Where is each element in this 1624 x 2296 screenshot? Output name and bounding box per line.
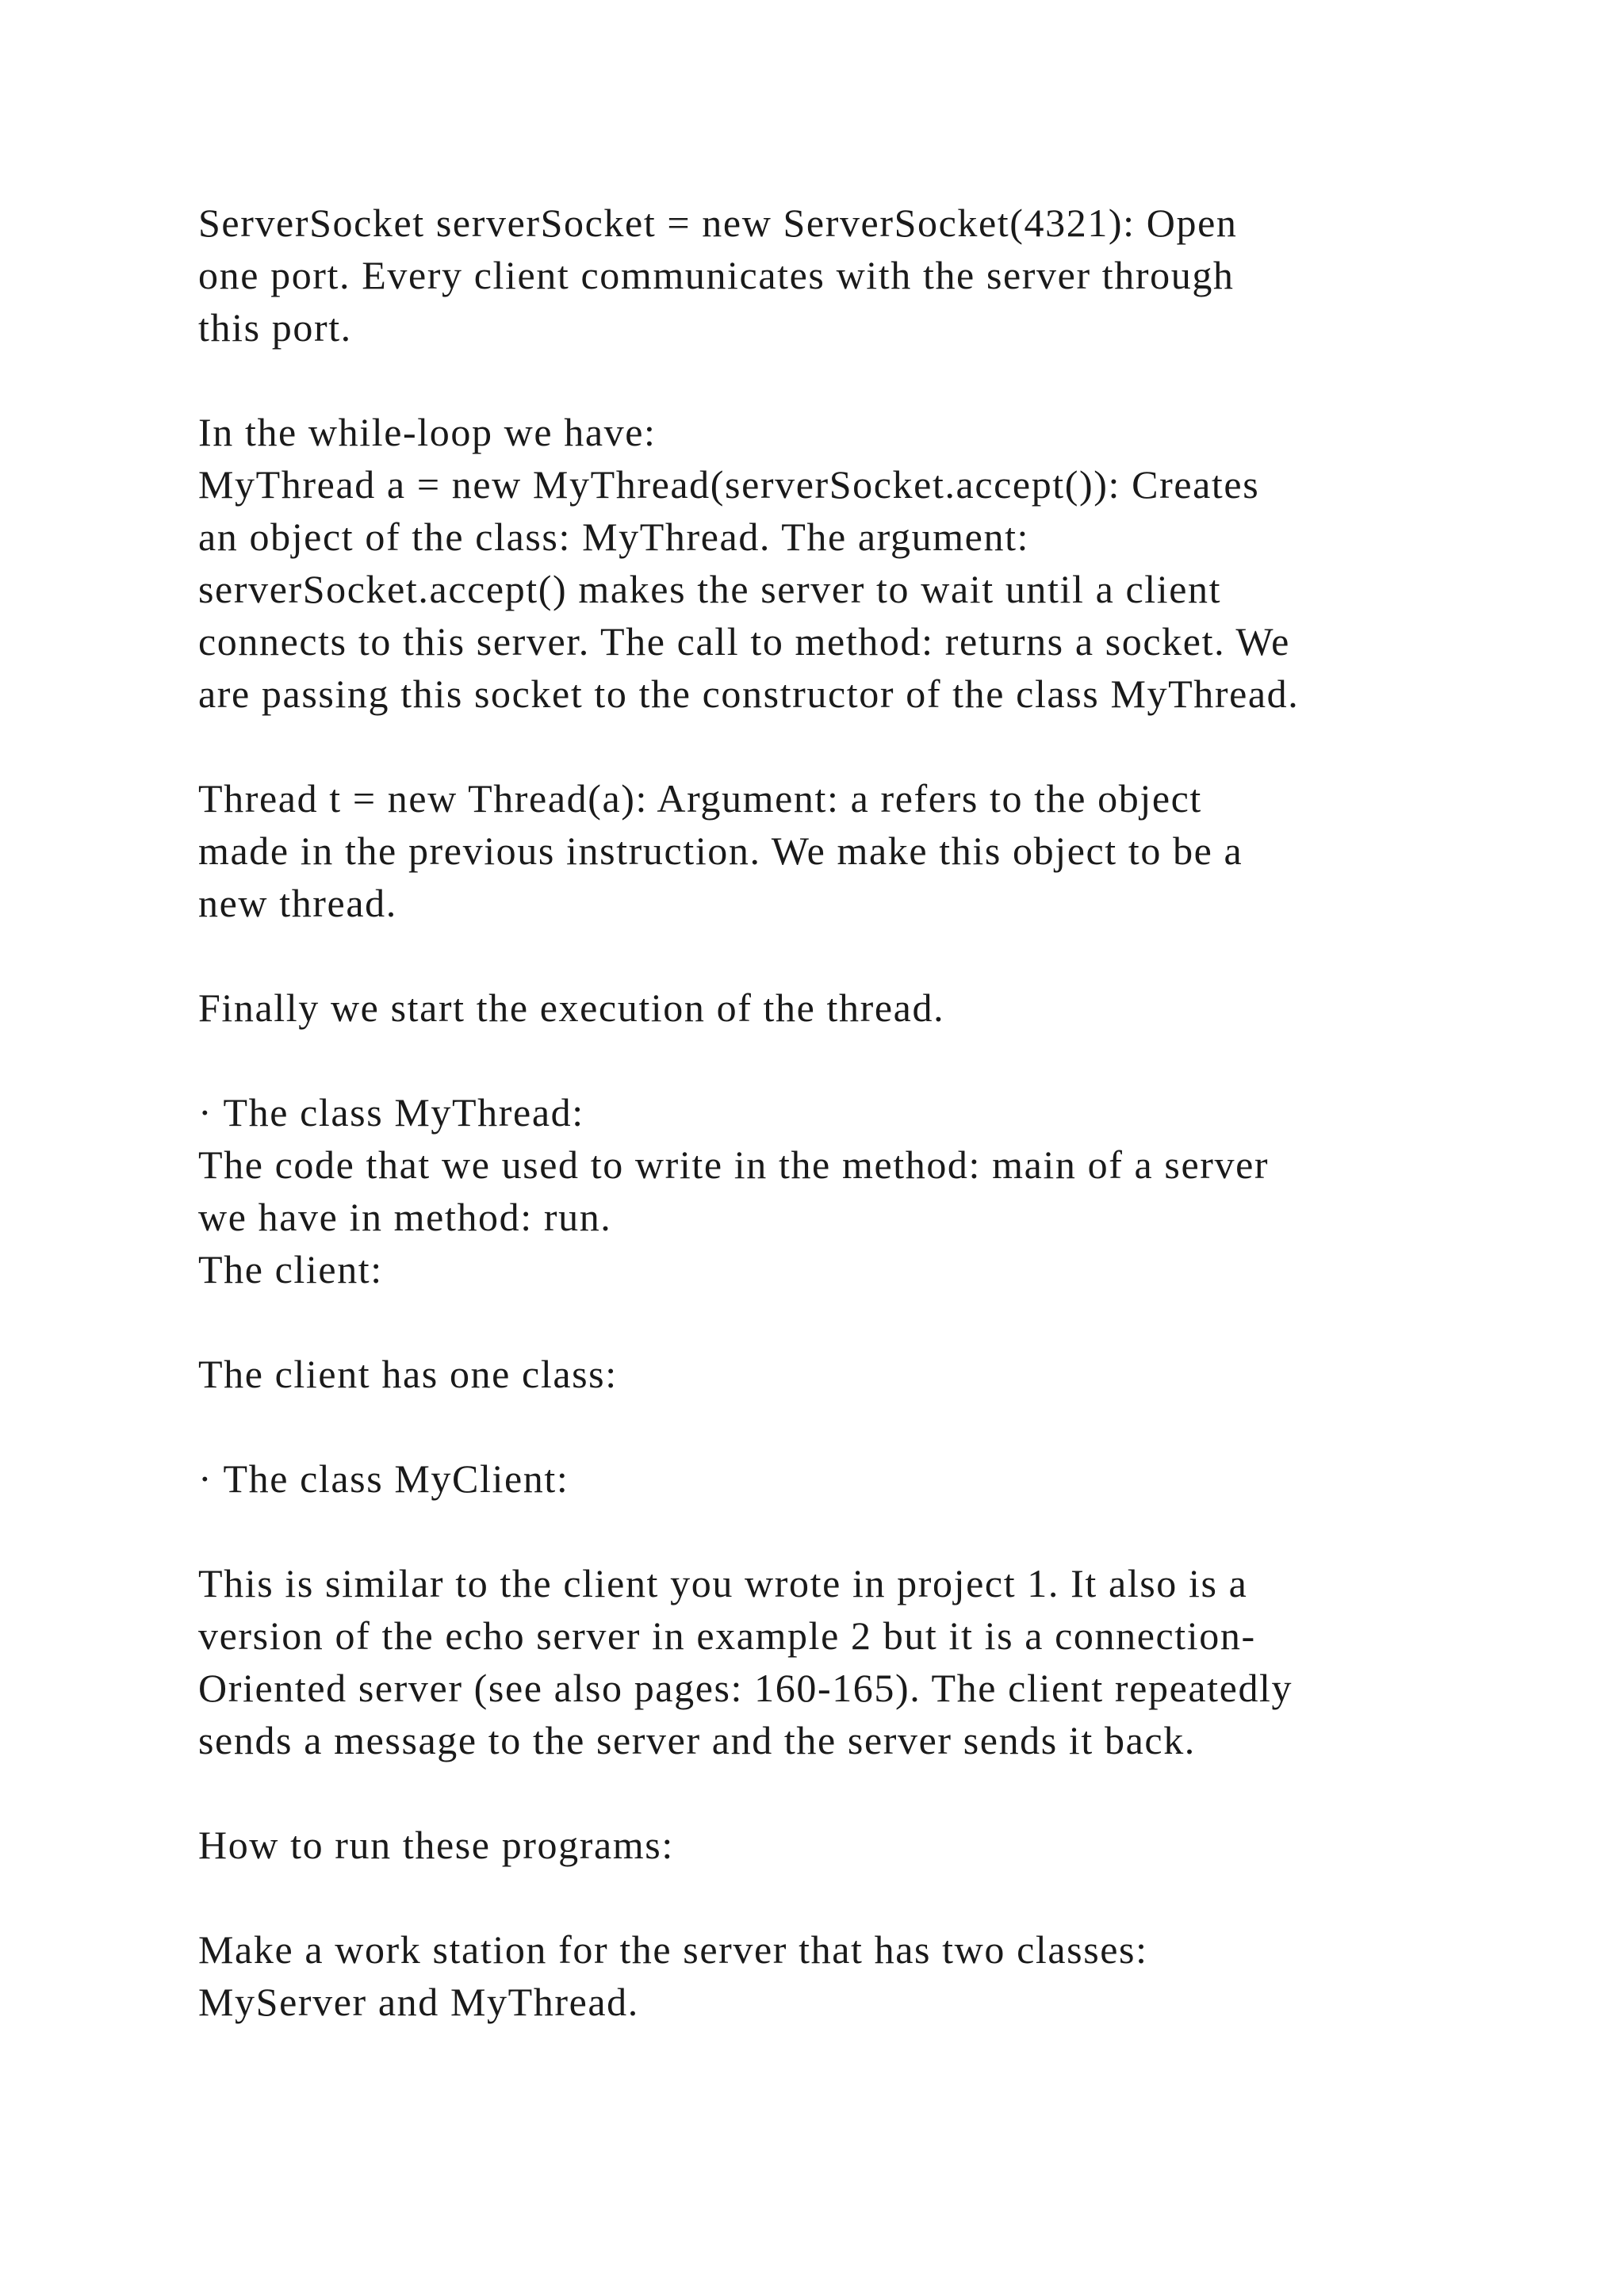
blank-line bbox=[198, 354, 1507, 406]
text-line: Oriented server (see also pages: 160-165). The client repeatedly bbox=[198, 1666, 1293, 1710]
blank-line bbox=[198, 929, 1507, 982]
text-line: MyThread a = new MyThread(serverSocket.accept()): Creates bbox=[198, 462, 1260, 507]
text-line: serverSocket.accept() makes the server to wait until a client bbox=[198, 567, 1222, 611]
text-line: are passing this socket to the constructor of the class MyThread. bbox=[198, 672, 1300, 716]
text-line: Finally we start the execution of the thread. bbox=[198, 985, 945, 1030]
text-line: made in the previous instruction. We make this object to be a bbox=[198, 828, 1243, 873]
bullet-line: · The class MyClient: bbox=[198, 1456, 569, 1501]
text-line: Thread t = new Thread(a): Argument: a refers to the object bbox=[198, 776, 1202, 821]
bullet-line: · The class MyThread: bbox=[198, 1090, 584, 1135]
text-line: Make a work station for the server that has two classes: bbox=[198, 1927, 1148, 1972]
text-line: ServerSocket serverSocket = new ServerSocket(4321): Open bbox=[198, 201, 1238, 245]
text-line: The client has one class: bbox=[198, 1352, 618, 1396]
document-body bbox=[198, 197, 1507, 2028]
text-line: This is similar to the client you wrote in project 1. It also is a bbox=[198, 1561, 1248, 1605]
blank-line bbox=[198, 1295, 1507, 1348]
text-line: one port. Every client communicates with the server through bbox=[198, 253, 1235, 297]
blank-line bbox=[198, 1505, 1507, 1557]
text-line: an object of the class: MyThread. The argument: bbox=[198, 515, 1030, 559]
text-line: MyServer and MyThread. bbox=[198, 1980, 639, 2024]
blank-line bbox=[198, 720, 1507, 772]
text-line: we have in method: run. bbox=[198, 1195, 612, 1239]
text-line: connects to this server. The call to method: returns a socket. We bbox=[198, 619, 1290, 664]
text-line: In the while-loop we have: bbox=[198, 410, 657, 454]
blank-line bbox=[198, 1034, 1507, 1086]
section-heading: The client: bbox=[198, 1247, 383, 1292]
text-line: How to run these programs: bbox=[198, 1823, 674, 1867]
blank-line bbox=[198, 1400, 1507, 1452]
text-line: sends a message to the server and the server sends it back. bbox=[198, 1718, 1196, 1762]
text-line: The code that we used to write in the method: main of a server bbox=[198, 1142, 1270, 1187]
text-line: this port. bbox=[198, 305, 352, 350]
blank-line bbox=[198, 1871, 1507, 1923]
text-line: version of the echo server in example 2 but it is a connection- bbox=[198, 1613, 1256, 1658]
text-line: new thread. bbox=[198, 881, 397, 925]
blank-line bbox=[198, 1766, 1507, 1819]
